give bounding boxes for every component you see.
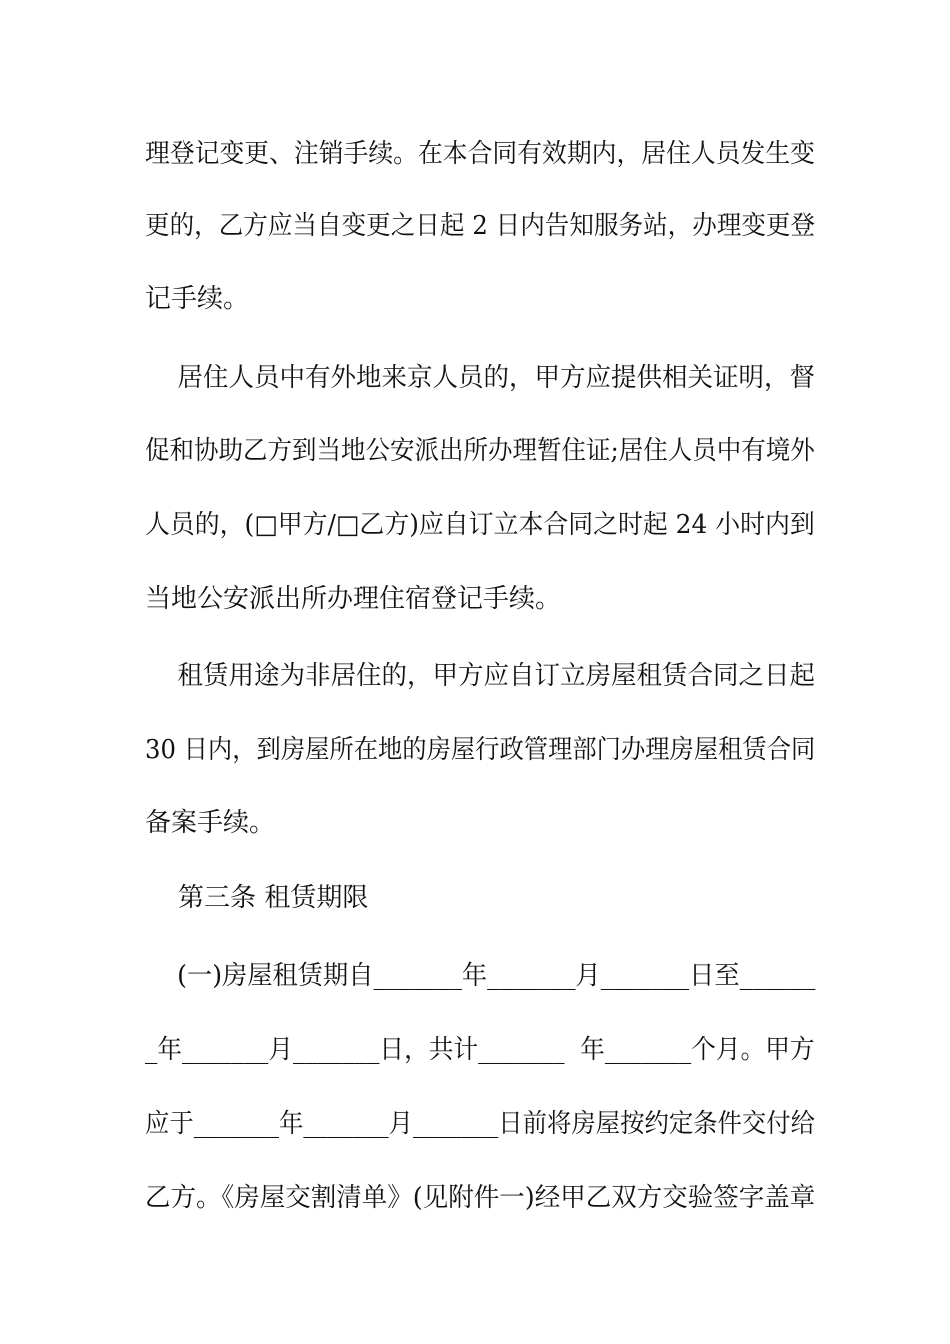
text-line: _年_______月_______日，共计_______ 年_______个月。甲方: [145, 1035, 815, 1065]
text-line: 更的，乙方应当自变更之日起 2 日内告知服务站，办理变更登: [145, 211, 816, 241]
section-heading: 第三条 租赁期限: [145, 883, 369, 913]
text-line: 备案手续。: [145, 808, 276, 838]
text-line: 居住人员中有外地来京人员的，甲方应提供相关证明，督: [145, 363, 816, 393]
text-line: 应于_______年_______月_______日前将房屋按约定条件交付给: [145, 1109, 816, 1139]
text-line: 人员的，(□甲方/□乙方)应自订立本合同之时起 24 小时内到: [145, 510, 815, 540]
text-line: 促和协助乙方到当地公安派出所办理暂住证;居住人员中有境外: [145, 436, 815, 466]
text-line: 当地公安派出所办理住宿登记手续。: [145, 584, 562, 614]
text-line: (一)房屋租赁期自_______年_______月_______日至______: [145, 961, 816, 991]
text-line: 租赁用途为非居住的，甲方应自订立房屋租赁合同之日起: [145, 661, 816, 691]
text-line: 记手续。: [145, 284, 250, 314]
text-line: 理登记变更、注销手续。在本合同有效期内，居住人员发生变: [145, 139, 816, 169]
text-line: 30 日内，到房屋所在地的房屋行政管理部门办理房屋租赁合同: [145, 735, 816, 765]
text-line: 乙方。《房屋交割清单》(见附件一)经甲乙双方交验签字盖章: [145, 1183, 816, 1213]
